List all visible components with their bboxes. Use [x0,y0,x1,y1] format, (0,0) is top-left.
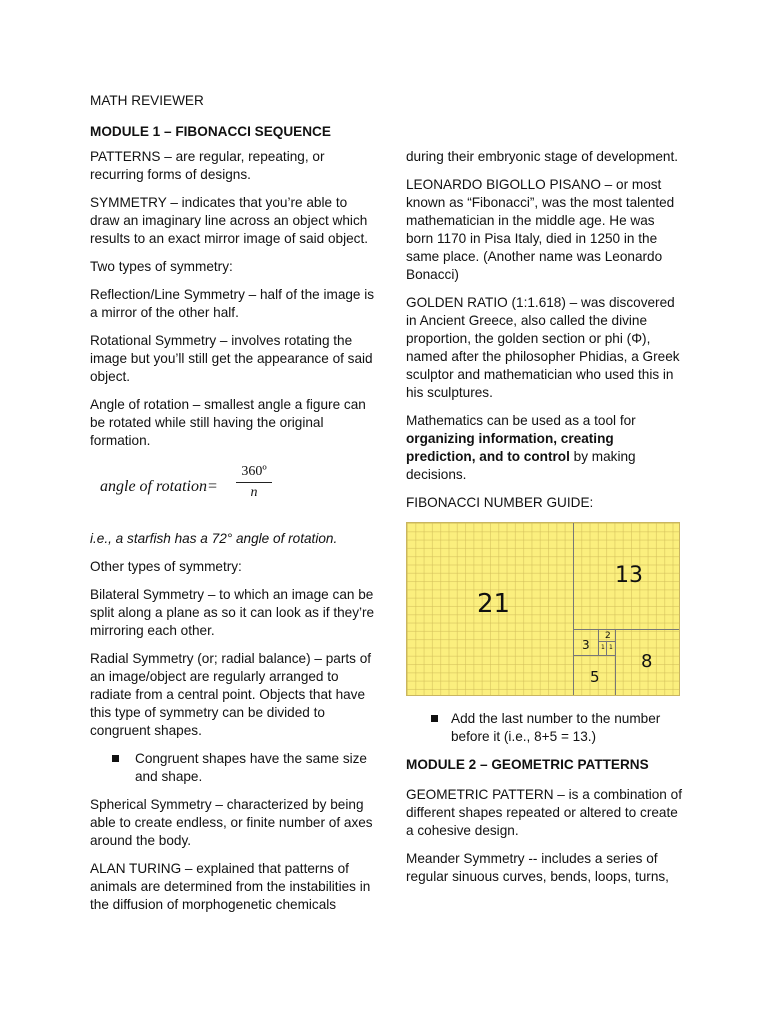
divider-21-right [573,523,574,695]
formula-denominator: n [250,485,258,500]
add-last-number-bullet [406,710,682,746]
turing-definition: ALAN TURING – explained that patterns of animals are determined from the instabilities in the diffusion of morphogenetic chemicals [90,861,371,912]
fib-number-21: 21 [477,589,511,619]
embryonic-continuation: during their embryonic stage of development. [406,149,679,164]
fib-number-8: 8 [641,651,653,672]
fibonacci-guide-label: FIBONACCI NUMBER GUIDE: [406,495,594,510]
divider-13-bottom [573,629,679,630]
fib-number-1b: 1 [609,644,613,651]
spherical-definition: Spherical Symmetry – characterized by being able to create endless, or finite number of axes around the body. [90,797,373,848]
congruent-bullet-text: Congruent shapes have the same size and shape. [135,751,367,784]
geometric-pattern-definition: GEOMETRIC PATTERN – is a combination of different shapes repeated or altered to create a cohesive design. [406,787,682,838]
math-tool-text-pre: Mathematics can be used as a tool for [406,413,636,428]
left-column [90,148,380,924]
starfish-example: i.e., a starfish has a 72° angle of rotation. [90,531,338,546]
divider-1-split [606,641,607,655]
meander-definition: Meander Symmetry -- includes a series of regular sinuous curves, bends, loops, turns, [406,851,669,884]
rotational-definition: Rotational Symmetry – involves rotating the image but you’ll still get the appearance of said object. [90,333,373,384]
document-title: MATH REVIEWER [90,93,204,108]
math-tool-text-post: by making decisions. [406,449,636,482]
formula-numerator: 360º [236,462,272,483]
radial-definition: Radial Symmetry (or; radial balance) – parts of an image/object are regularly arranged to radiate from a central point. Objects that have this type of symmetry can be divided to congruent shapes. [90,651,372,738]
reflection-definition: Reflection/Line Symmetry – half of the image is a mirror of the other half. [90,287,375,320]
fib-number-5: 5 [590,668,600,686]
angle-definition: Angle of rotation – smallest angle a figure can be rotated while still having the original formation. [90,397,366,448]
module-1-title: MODULE 1 – FIBONACCI SEQUENCE [90,124,331,139]
divider-3-right [598,629,599,655]
bilateral-definition: Bilateral Symmetry – to which an image can be split along a plane as so it can look as if they’re mirroring each other. [90,587,375,638]
fib-number-1a: 1 [601,644,605,651]
square-bullet-icon [112,755,119,762]
right-column [406,148,682,896]
symmetry-definition: SYMMETRY – indicates that you’re able to draw an imaginary line across an object which results to an exact mirror image of said object. [90,195,369,246]
congruent-bullet [90,750,380,786]
patterns-definition: PATTERNS – are regular, repeating, or recurring forms of designs. [90,149,325,182]
angle-formula [90,462,380,512]
formula-lhs: angle of rotation= [100,478,218,495]
other-types-heading: Other types of symmetry: [90,559,242,574]
divider-8-left [615,629,616,695]
golden-ratio-definition: GOLDEN RATIO (1:1.618) – was discovered in Ancient Greece, also called the divine proportion, the golden section or phi (Φ), named after the philosopher Phidias, a Greek sculptor and mathematician who used this in his sculptures. [406,295,680,400]
two-types-heading: Two types of symmetry: [90,259,233,274]
formula-fraction [236,462,272,503]
fibonacci-spiral-grid [406,522,680,696]
square-bullet-icon [431,715,438,722]
divider-5-top [573,655,615,656]
add-last-number-text: Add the last number to the number before it (i.e., 8+5 = 13.) [451,711,661,744]
math-tool-text-bold: organizing information, creating prediction, and to control [406,431,614,464]
document-header [90,92,390,153]
fib-number-2: 2 [605,631,611,641]
leonardo-definition: LEONARDO BIGOLLO PISANO – or most known as “Fibonacci”, was the most talented mathematician in the middle age. He was born 1170 in Pisa Italy, died in 1250 in the same place. (Another name was Leonardo Bonacci) [406,177,675,282]
fib-number-3: 3 [582,638,590,652]
math-tool-paragraph [406,412,682,484]
module-2-title: MODULE 2 – GEOMETRIC PATTERNS [406,757,649,772]
fib-number-13: 13 [615,563,643,588]
